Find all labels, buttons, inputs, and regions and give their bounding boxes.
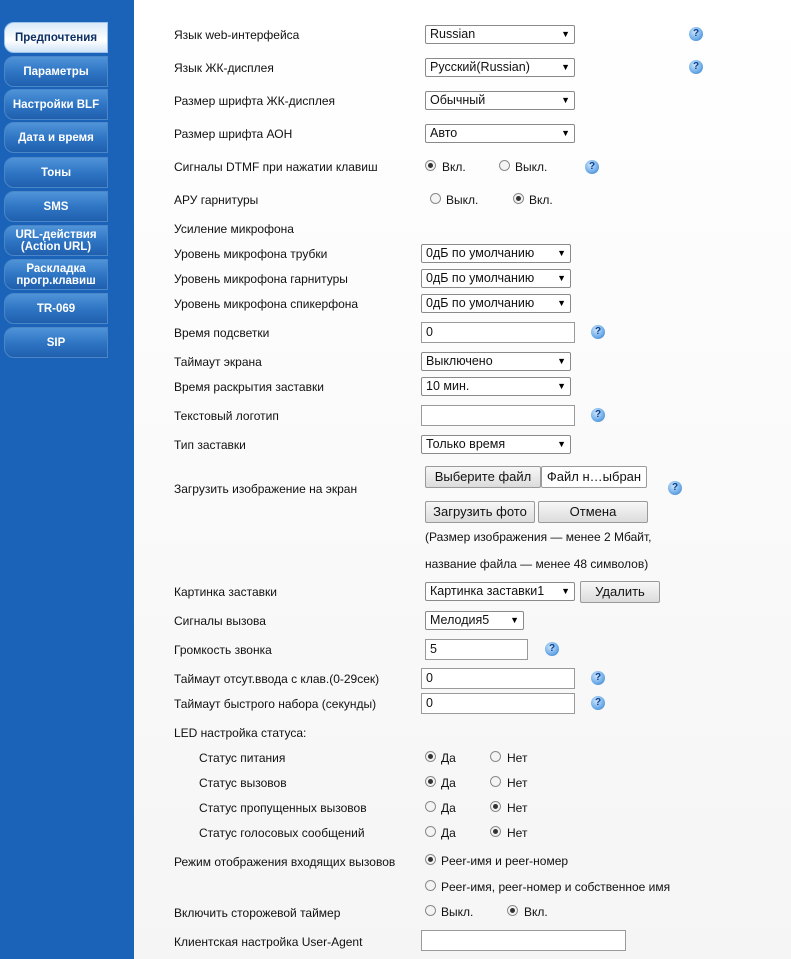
agc-on-radio[interactable] bbox=[513, 193, 524, 204]
lcd-font-label: Размер шрифта ЖК-дисплея bbox=[174, 94, 336, 108]
backlight-label: Время подсветки bbox=[174, 326, 270, 340]
missed-yes-radio[interactable] bbox=[425, 801, 436, 812]
chevron-down-icon: ▼ bbox=[561, 62, 570, 72]
delete-button[interactable]: Удалить bbox=[580, 581, 660, 603]
chevron-down-icon: ▼ bbox=[557, 248, 566, 258]
lcd-lang-value: Русский(Russian) bbox=[430, 60, 530, 74]
help-icon[interactable]: ? bbox=[545, 642, 559, 656]
backlight-input[interactable]: 0 bbox=[421, 322, 575, 343]
incoming-display-label: Режим отображения входящих вызовов bbox=[174, 855, 396, 869]
voicemail-no-radio[interactable] bbox=[490, 826, 501, 837]
aon-font-value: Авто bbox=[430, 126, 458, 140]
chevron-down-icon: ▼ bbox=[561, 29, 570, 39]
lcd-lang-label: Язык ЖК-дисплея bbox=[174, 61, 274, 75]
mic-speaker-select[interactable] bbox=[421, 294, 571, 313]
nav-item-sip[interactable]: SIP bbox=[4, 327, 108, 358]
incoming-opt2-radio[interactable] bbox=[425, 880, 436, 891]
chevron-down-icon: ▼ bbox=[557, 381, 566, 391]
web-lang-label: Язык web-интерфейса bbox=[174, 28, 300, 42]
help-icon[interactable]: ? bbox=[689, 60, 703, 74]
upload-image-label: Загрузить изображение на экран bbox=[174, 482, 358, 496]
mic-handset-value: 0дБ по умолчанию bbox=[426, 246, 535, 260]
mic-handset-select[interactable] bbox=[421, 244, 571, 263]
nav-item-blf-settings[interactable]: Настройки BLF bbox=[4, 89, 108, 120]
help-icon[interactable]: ? bbox=[668, 481, 682, 495]
help-icon[interactable]: ? bbox=[591, 696, 605, 710]
call-no-radio[interactable] bbox=[490, 776, 501, 787]
screensaver-pic-select[interactable] bbox=[425, 582, 575, 601]
call-yes-label: Да bbox=[441, 776, 456, 790]
agc-label: АРУ гарнитуры bbox=[174, 193, 259, 207]
ringtone-label: Сигналы вызова bbox=[174, 614, 266, 628]
mic-gain-label: Усиление микрофона bbox=[174, 222, 294, 236]
call-status-label: Статус вызовов bbox=[199, 776, 287, 790]
mic-headset-value: 0дБ по умолчанию bbox=[426, 271, 535, 285]
web-lang-select[interactable] bbox=[425, 25, 575, 44]
voicemail-yes-radio[interactable] bbox=[425, 826, 436, 837]
missed-status-label: Статус пропущенных вызовов bbox=[199, 801, 367, 815]
screensaver-pic-value: Картинка заставки1 bbox=[430, 584, 545, 598]
settings-panel bbox=[134, 0, 791, 959]
missed-yes-label: Да bbox=[441, 801, 456, 815]
nav-item-date-time[interactable]: Дата и время bbox=[4, 122, 108, 153]
watchdog-off-label: Выкл. bbox=[441, 905, 474, 919]
agc-on-label: Вкл. bbox=[529, 193, 553, 207]
user-agent-label: Клиентская настройка User-Agent bbox=[174, 935, 363, 949]
nav-item-sms[interactable]: SMS bbox=[4, 191, 108, 222]
chevron-down-icon: ▼ bbox=[557, 439, 566, 449]
cancel-button[interactable]: Отмена bbox=[538, 501, 648, 523]
help-icon[interactable]: ? bbox=[591, 325, 605, 339]
missed-no-radio[interactable] bbox=[490, 801, 501, 812]
help-icon[interactable]: ? bbox=[689, 27, 703, 41]
screen-timeout-value: Выключено bbox=[426, 354, 493, 368]
help-icon[interactable]: ? bbox=[591, 408, 605, 422]
watchdog-on-label: Вкл. bbox=[524, 905, 548, 919]
power-no-label: Нет bbox=[507, 751, 528, 765]
agc-off-radio[interactable] bbox=[430, 193, 441, 204]
power-status-label: Статус питания bbox=[199, 751, 286, 765]
upload-photo-button[interactable]: Загрузить фото bbox=[425, 501, 535, 523]
text-logo-input[interactable] bbox=[421, 405, 575, 426]
size-note-2: название файла — менее 48 символов) bbox=[425, 557, 649, 571]
screen-timeout-select[interactable] bbox=[421, 352, 571, 371]
watchdog-label: Включить сторожевой таймер bbox=[174, 906, 341, 920]
choose-file-button[interactable]: Выберите файл bbox=[425, 466, 541, 488]
incoming-opt1-radio[interactable] bbox=[425, 854, 436, 865]
ringtone-value: Мелодия5 bbox=[430, 613, 490, 627]
lcd-font-value: Обычный bbox=[430, 93, 486, 107]
nav-item-preferences[interactable]: Предпочтения bbox=[4, 22, 108, 53]
screen-timeout-label: Таймаут экрана bbox=[174, 355, 262, 369]
nav-item-parameters[interactable]: Параметры bbox=[4, 56, 108, 87]
lcd-lang-select[interactable] bbox=[425, 58, 575, 77]
voicemail-no-label: Нет bbox=[507, 826, 528, 840]
dtmf-on-radio[interactable] bbox=[425, 160, 436, 171]
voicemail-yes-label: Да bbox=[441, 826, 456, 840]
call-yes-radio[interactable] bbox=[425, 776, 436, 787]
help-icon[interactable]: ? bbox=[585, 160, 599, 174]
mic-headset-label: Уровень микрофона гарнитуры bbox=[174, 272, 348, 286]
chevron-down-icon: ▼ bbox=[557, 356, 566, 366]
mic-speaker-value: 0дБ по умолчанию bbox=[426, 296, 535, 310]
user-agent-input[interactable] bbox=[421, 930, 626, 951]
screensaver-time-value: 10 мин. bbox=[426, 379, 470, 393]
power-yes-label: Да bbox=[441, 751, 456, 765]
nav-item-action-url[interactable]: URL-действия (Action URL) bbox=[4, 225, 108, 256]
incoming-opt1-label: Peer-имя и peer-номер bbox=[441, 854, 569, 868]
screensaver-type-select[interactable] bbox=[421, 435, 571, 454]
ring-volume-input[interactable]: 5 bbox=[425, 639, 528, 660]
chevron-down-icon: ▼ bbox=[561, 95, 570, 105]
speed-dial-timeout-input[interactable]: 0 bbox=[421, 693, 575, 714]
dtmf-off-radio[interactable] bbox=[499, 160, 510, 171]
lcd-font-select[interactable] bbox=[425, 91, 575, 110]
mic-handset-label: Уровень микрофона трубки bbox=[174, 247, 328, 261]
screensaver-time-select[interactable] bbox=[421, 377, 571, 396]
help-icon[interactable]: ? bbox=[591, 671, 605, 685]
aon-font-label: Размер шрифта АОН bbox=[174, 127, 293, 141]
mic-headset-select[interactable] bbox=[421, 269, 571, 288]
text-logo-label: Текстовый логотип bbox=[174, 409, 279, 423]
chevron-down-icon: ▼ bbox=[510, 615, 519, 625]
led-status-label: LED настройка статуса: bbox=[174, 726, 307, 740]
power-yes-radio[interactable] bbox=[425, 751, 436, 762]
nav-item-tr069[interactable]: TR-069 bbox=[4, 293, 108, 324]
watchdog-on-radio[interactable] bbox=[507, 905, 518, 916]
nav-item-tones[interactable]: Тоны bbox=[4, 157, 108, 188]
dtmf-label: Сигналы DTMF при нажатии клавиш bbox=[174, 160, 378, 174]
agc-off-label: Выкл. bbox=[446, 193, 479, 207]
power-no-radio[interactable] bbox=[490, 751, 501, 762]
chevron-down-icon: ▼ bbox=[561, 128, 570, 138]
dtmf-off-label: Выкл. bbox=[515, 160, 548, 174]
watchdog-off-radio[interactable] bbox=[425, 905, 436, 916]
dtmf-on-label: Вкл. bbox=[442, 160, 466, 174]
speed-dial-timeout-label: Таймаут быстрого набора (секунды) bbox=[174, 697, 377, 711]
chevron-down-icon: ▼ bbox=[557, 273, 566, 283]
screensaver-time-label: Время раскрытия заставки bbox=[174, 380, 324, 394]
screensaver-type-value: Только время bbox=[426, 437, 506, 451]
voicemail-status-label: Статус голосовых сообщений bbox=[199, 826, 365, 840]
nav-item-softkey-layout[interactable]: Раскладка прогр.клавиш bbox=[4, 259, 108, 290]
web-lang-value: Russian bbox=[430, 27, 476, 41]
size-note-1: (Размер изображения — менее 2 Мбайт, bbox=[425, 530, 652, 544]
incoming-opt2-label: Peer-имя, peer-номер и собственное имя bbox=[441, 880, 671, 894]
kbd-timeout-label: Таймаут отсут.ввода с клав.(0-29сек) bbox=[174, 672, 380, 686]
mic-speaker-label: Уровень микрофона спикерфона bbox=[174, 297, 359, 311]
ringtone-select[interactable] bbox=[425, 611, 524, 630]
aon-font-select[interactable] bbox=[425, 124, 575, 143]
ring-volume-label: Громкость звонка bbox=[174, 643, 272, 657]
screensaver-type-label: Тип заставки bbox=[174, 438, 246, 452]
file-status: Файл н…ыбран bbox=[541, 466, 647, 488]
chevron-down-icon: ▼ bbox=[557, 298, 566, 308]
screensaver-pic-label: Картинка заставки bbox=[174, 585, 277, 599]
kbd-timeout-input[interactable]: 0 bbox=[421, 668, 575, 689]
chevron-down-icon: ▼ bbox=[561, 586, 570, 596]
sidebar bbox=[0, 0, 134, 959]
call-no-label: Нет bbox=[507, 776, 528, 790]
missed-no-label: Нет bbox=[507, 801, 528, 815]
